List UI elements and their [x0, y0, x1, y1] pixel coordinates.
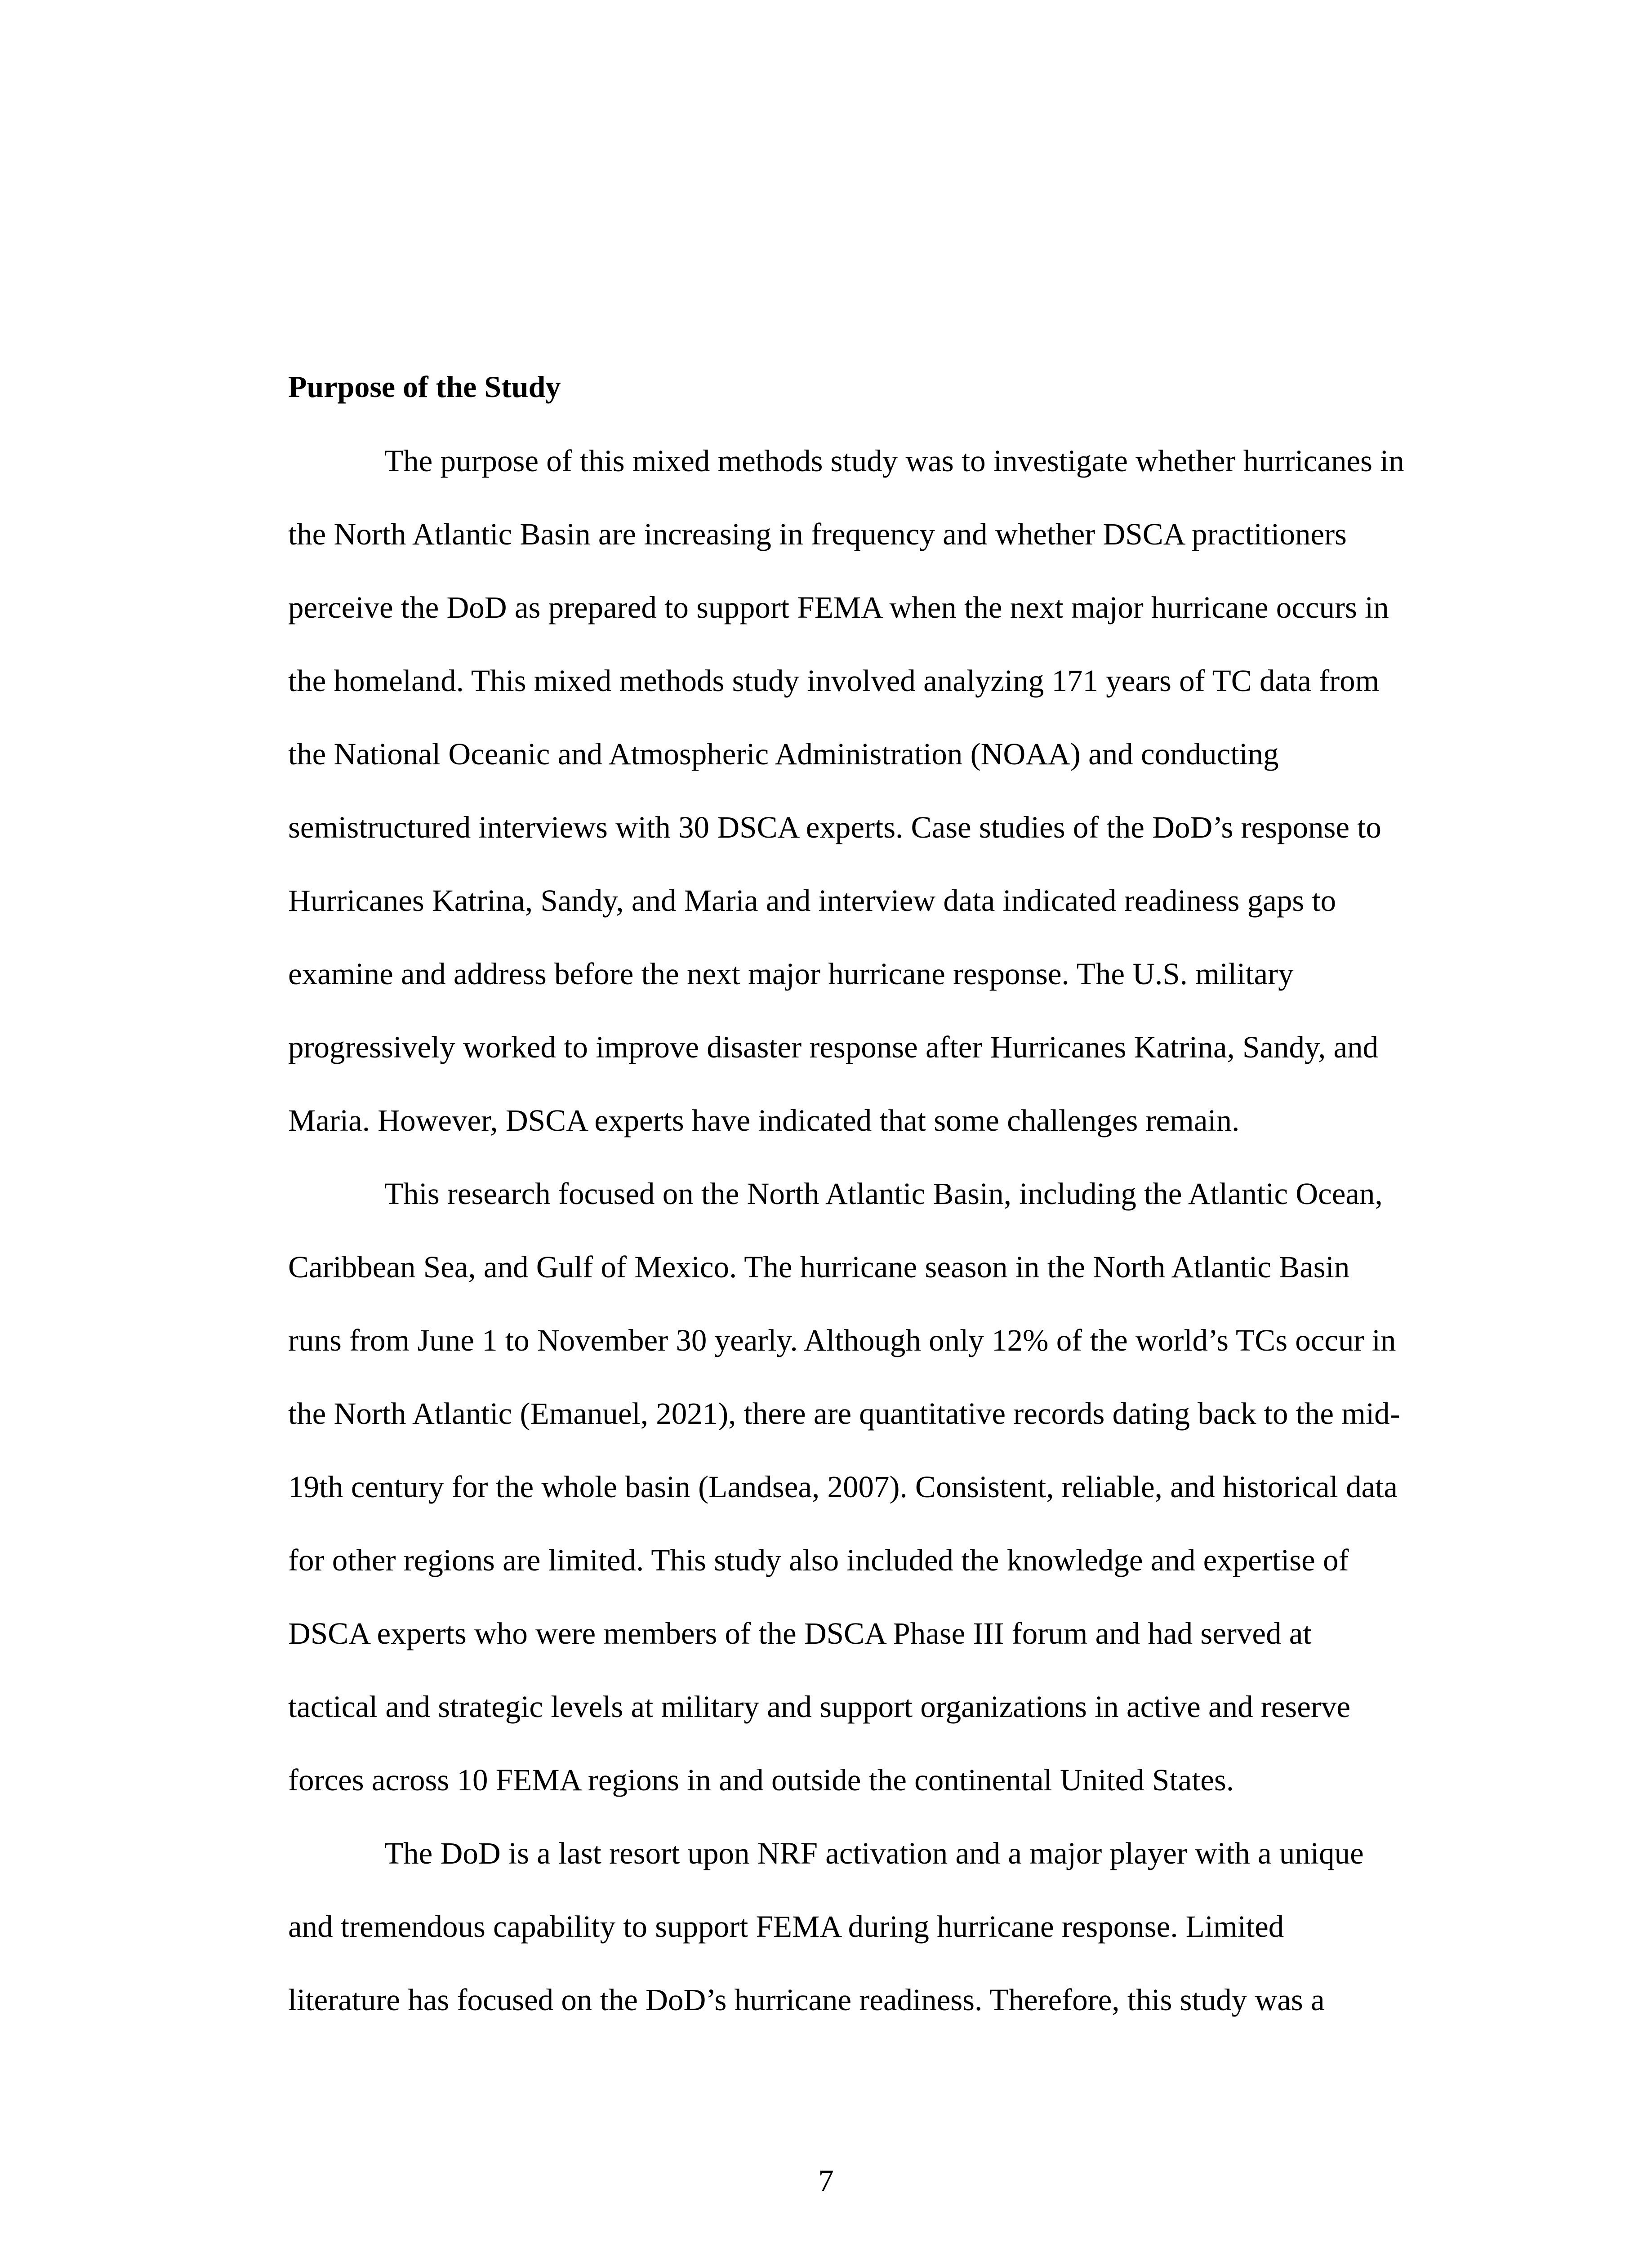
paragraph-line: and tremendous capability to support FEMA during hurricane response. Limited — [288, 1909, 1284, 1944]
paragraph-line: the North Atlantic Basin are increasing in frequency and whether DSCA practitioners — [288, 517, 1347, 551]
paragraph-line: Hurricanes Katrina, Sandy, and Maria and interview data indicated readiness gaps to — [288, 883, 1336, 918]
paragraph-line: This research focused on the North Atlantic Basin, including the Atlantic Ocean, — [384, 1177, 1383, 1211]
paragraph-line: the North Atlantic (Emanuel, 2021), there are quantitative records dating back to the mid- — [288, 1396, 1400, 1431]
paragraph-line: tactical and strategic levels at military and support organizations in active and reserve — [288, 1690, 1351, 1724]
paragraph-line: for other regions are limited. This study also included the knowledge and expertise of — [288, 1543, 1349, 1577]
paragraph-line: perceive the DoD as prepared to support FEMA when the next major hurricane occurs in — [288, 590, 1389, 624]
paragraph-line: semistructured interviews with 30 DSCA experts. Case studies of the DoD’s response to — [288, 810, 1381, 844]
paragraph-line: examine and address before the next major hurricane response. The U.S. military — [288, 957, 1294, 991]
paragraph-line: runs from June 1 to November 30 yearly. Although only 12% of the world’s TCs occur in — [288, 1323, 1396, 1357]
paragraph-line: the homeland. This mixed methods study involved analyzing 171 years of TC data from — [288, 664, 1380, 698]
paragraph-line: The purpose of this mixed methods study was to investigate whether hurricanes in — [384, 444, 1404, 478]
paragraph-line: DSCA experts who were members of the DSCA Phase III forum and had served at — [288, 1616, 1312, 1650]
paragraph-line: The DoD is a last resort upon NRF activation and a major player with a unique — [384, 1836, 1364, 1870]
paragraph-line: Maria. However, DSCA experts have indicated that some challenges remain. — [288, 1103, 1240, 1137]
page-number: 7 — [818, 2163, 834, 2198]
paragraph-line: Caribbean Sea, and Gulf of Mexico. The hurricane season in the North Atlantic Basin — [288, 1250, 1350, 1284]
paragraph-line: progressively worked to improve disaster response after Hurricanes Katrina, Sandy, and — [288, 1030, 1379, 1064]
paragraph-line: literature has focused on the DoD’s hurricane readiness. Therefore, this study was a — [288, 1983, 1325, 2017]
section-heading: Purpose of the Study — [288, 370, 561, 404]
paragraph-line: the National Oceanic and Atmospheric Administration (NOAA) and conducting — [288, 737, 1279, 771]
paragraph-line: forces across 10 FEMA regions in and outside the continental United States. — [288, 1763, 1234, 1797]
paragraph-line: 19th century for the whole basin (Landsea, 2007). Consistent, reliable, and historical data — [288, 1470, 1398, 1504]
